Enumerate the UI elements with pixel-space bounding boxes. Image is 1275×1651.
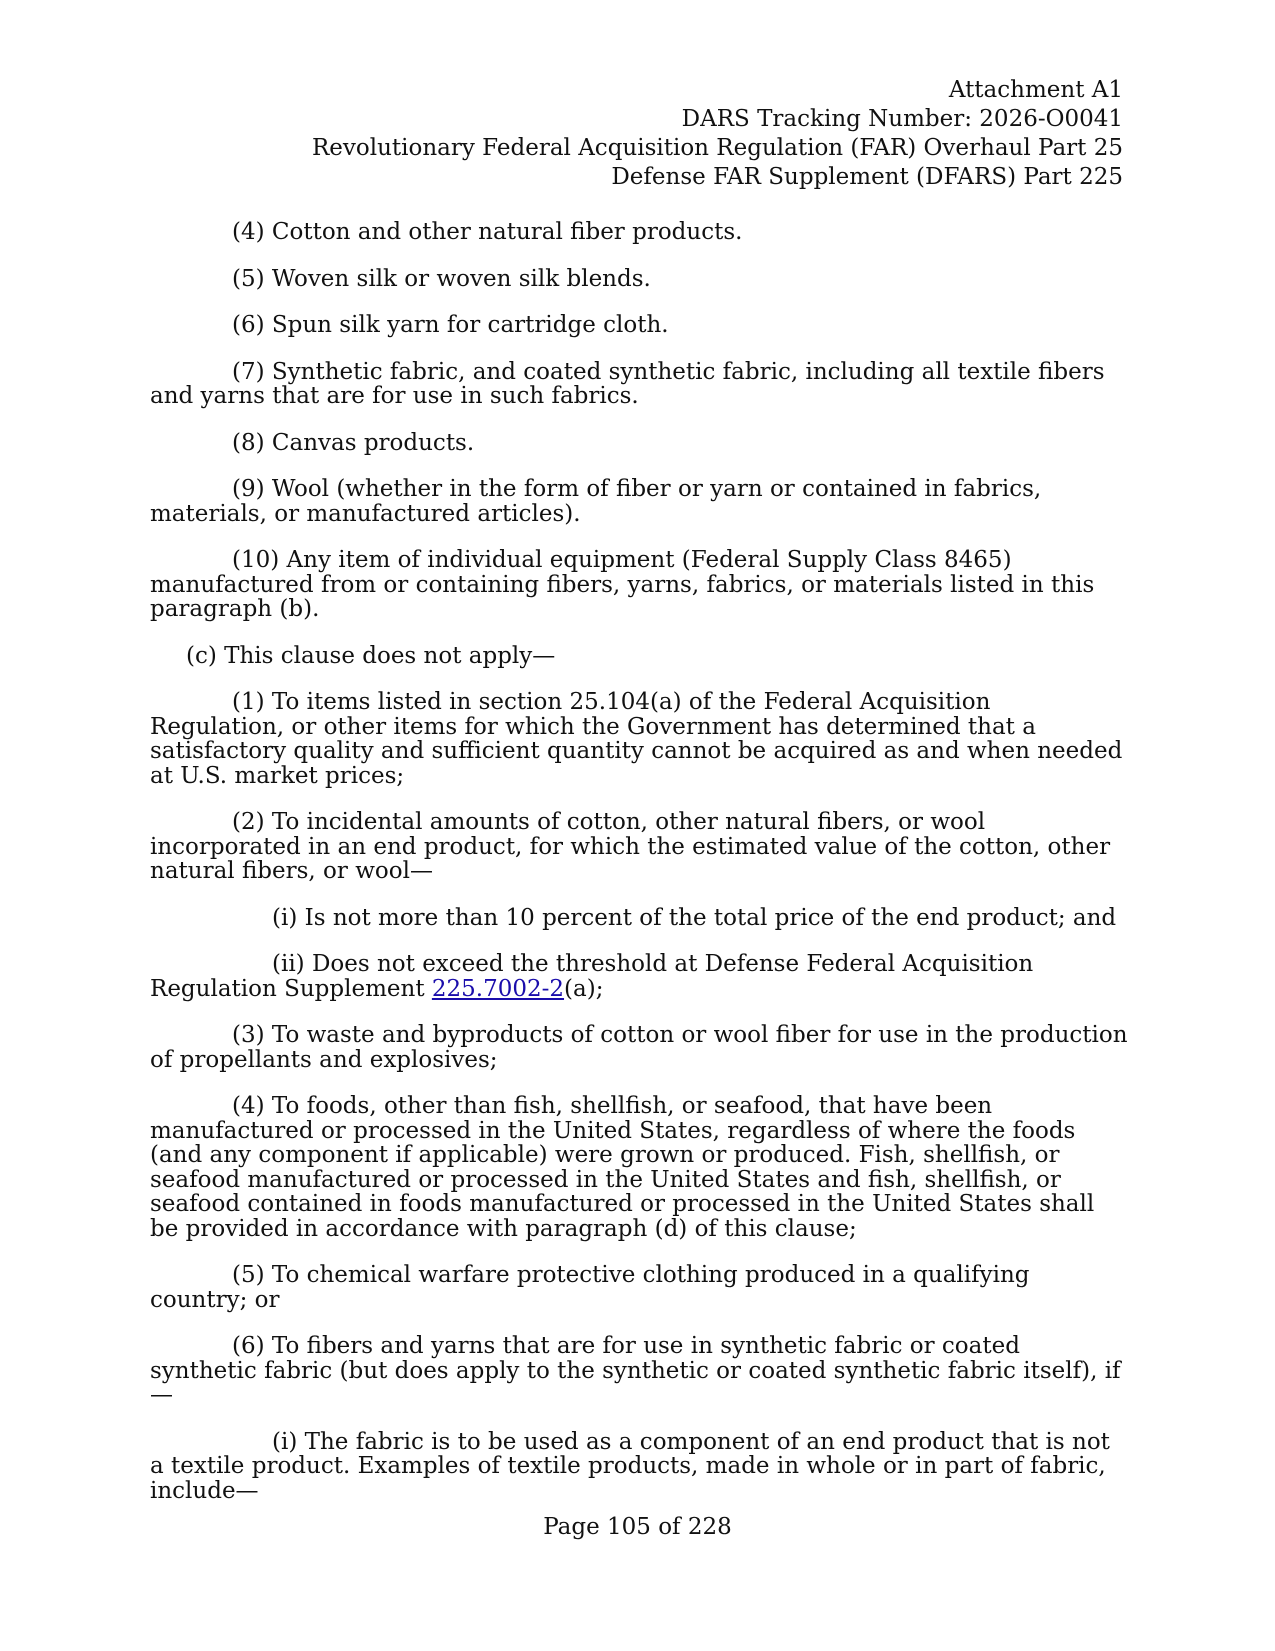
paragraph-b7: (7) Synthetic fabric, and coated synthetic fabric, including all textile fibers and yarns that are for use in such fabrics. (150, 358, 1105, 409)
paragraph-c6-i: (i) The fabric is to be used as a component of an end product that is not a textile product. Examples of textile products, made in whole or in part of fabric, include— (150, 1428, 1110, 1504)
paragraph-c3: (3) To waste and byproducts of cotton or wool fiber for use in the production of propellants and explosives; (150, 1022, 1128, 1073)
dfars-225-7002-2-link[interactable]: 225.7002-2 (431, 975, 565, 1002)
header-tracking-number: DARS Tracking Number: 2026-O0041 (681, 106, 1123, 132)
paragraph-c2-ii (150, 952, 1128, 1001)
paragraph-b10: (10) Any item of individual equipment (Federal Supply Class 8465) manufactured from or containing fibers, yarns, fabrics, or materials listed in this paragraph (b). (150, 547, 1095, 622)
paragraph-c2-ii-text: (ii) Does not exceed the threshold at Defense Federal Acquisition Regulation Supplement (150, 951, 1034, 1002)
page-header (223, 76, 1123, 192)
paragraph-c2-i: (i) Is not more than 10 percent of the total price of the end product; and (272, 904, 1117, 931)
header-far-part: Revolutionary Federal Acquisition Regulation (FAR) Overhaul Part 25 (311, 135, 1123, 161)
paragraph-c5: (5) To chemical warfare protective clothing produced in a qualifying country; or (150, 1262, 1030, 1313)
paragraph-c: (c) This clause does not apply— (186, 642, 556, 669)
document-body (150, 220, 1128, 1525)
paragraph-b6: (6) Spun silk yarn for cartridge cloth. (232, 312, 669, 338)
paragraph-b5: (5) Woven silk or woven silk blends. (232, 265, 651, 292)
paragraph-b8: (8) Canvas products. (232, 429, 475, 456)
page-number: Page 105 of 228 (543, 1514, 732, 1540)
header-attachment: Attachment A1 (948, 77, 1123, 103)
paragraph-c2: (2) To incidental amounts of cotton, other natural fibers, or wool incorporated in an end product, for which the estimated value of the cotton, other natural fibers, or wool— (150, 809, 1111, 884)
header-dfars-part: Defense FAR Supplement (DFARS) Part 225 (611, 164, 1123, 190)
paragraph-b9: (9) Wool (whether in the form of fiber or yarn or contained in fabrics, materials, or manufactured articles). (150, 476, 1042, 527)
paragraph-c1: (1) To items listed in section 25.104(a) of the Federal Acquisition Regulation, or other items for which the Government has determined that a satisfactory quality and sufficient quantity cannot be acquired as and when needed at U.S. market prices; (150, 689, 1123, 789)
paragraph-c4: (4) To foods, other than fish, shellfish, or seafood, that have been manufactured or processed in the United States, regardless of where the foods (and any component if applicable) were grown or produced. Fish, shellfish, or seafood manufactured or processed in the United States and fish, shellfish, or seafood contained in foods manufactured or processed in the United States shall be provided in accordance with paragraph (d) of this clause; (150, 1093, 1095, 1242)
paragraph-c2-ii-suffix: (a); (564, 975, 604, 1002)
paragraph-c6: (6) To fibers and yarns that are for use in synthetic fabric or coated synthetic fabric (but does apply to the synthetic or coated synthetic fabric itself), if— (150, 1333, 1121, 1408)
paragraph-b4: (4) Cotton and other natural fiber products. (232, 219, 743, 245)
